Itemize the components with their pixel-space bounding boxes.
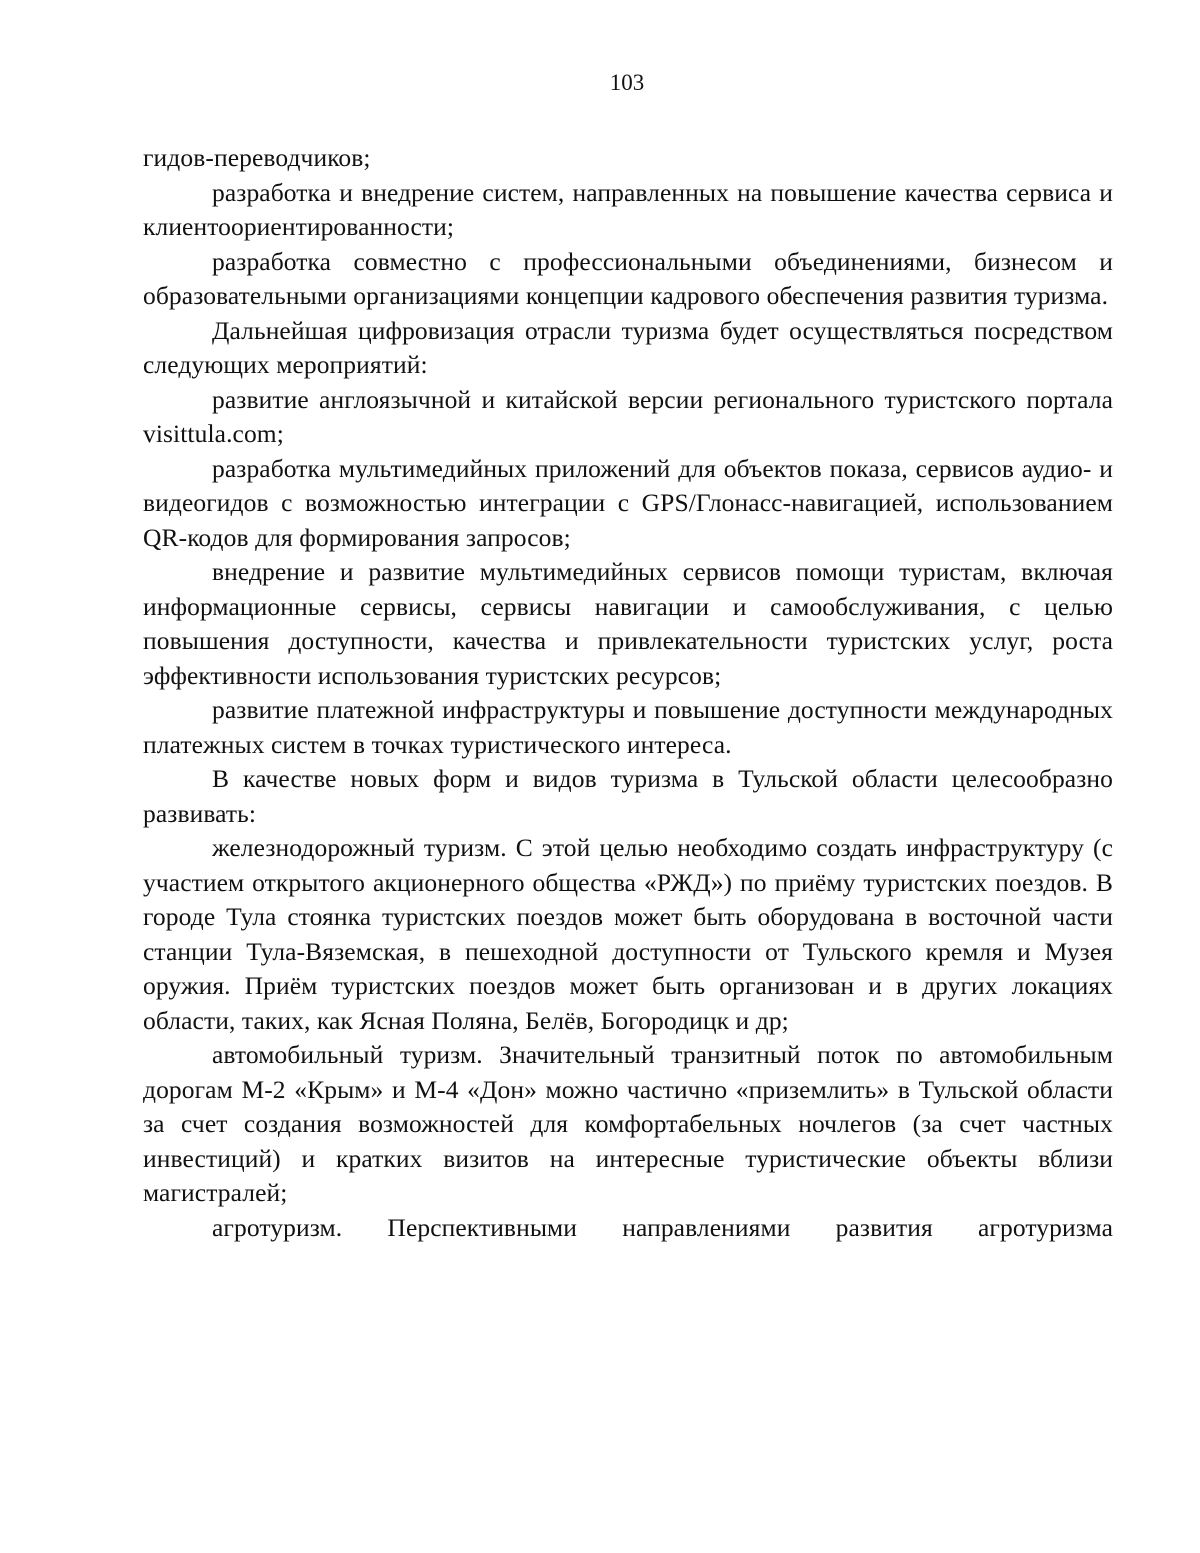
paragraph-staffing-concept: разработка совместно с профессиональными объединениями, бизнесом и образовательными организациями концепции кадрового обеспечения развития туризма. [143,246,1113,310]
paragraph-multimedia-services: внедрение и развитие мультимедийных сервисов помощи туристам, включая информационные сервисы, сервисы навигации и самообслуживания, с целью повышения доступности, качества и привлекательности туристских услуг, роста эффективности использования туристских ресурсов; [143,557,1113,690]
paragraph-portal-versions: развитие англоязычной и китайской версии регионального туристского портала visittula.com; [143,384,1113,448]
paragraph-service-quality: разработка и внедрение систем, направленных на повышение качества сервиса и клиентоориентированности; [143,177,1113,241]
paragraph-multimedia-apps: разработка мультимедийных приложений для объектов показа, сервисов аудио- и видеогидов с возможностью интеграции с GPS/Глонасс-навигацией, использованием QR-кодов для формирования запросов; [143,453,1113,552]
page-number: 103 [609,70,645,95]
paragraph-digitalization-intro: Дальнейшая цифровизация отрасли туризма будет осуществляться посредством следующих мероприятий: [143,315,1113,379]
paragraph-continuation: гидов-переводчиков; [143,143,371,172]
paragraph-payment-infrastructure: развитие платежной инфраструктуры и повышение доступности международных платежных систем в точках туристического интереса. [143,695,1113,759]
paragraph-auto-tourism: автомобильный туризм. Значительный транзитный поток по автомобильным дорогам М-2 «Крым» и М-4 «Дон» можно частично «приземлить» в Тульской области за счет создания возможностей для комфортабельных ночлегов (за счет частных инвестиций) и кратких визитов на интересные туристические объекты вблизи магистралей; [143,1040,1113,1207]
paragraph-railway-tourism: железнодорожный туризм. С этой целью необходимо создать инфраструктуру (с участием открытого акционерного общества «РЖД») по приёму туристских поездов. В городе Тула стоянка туристских поездов может быть оборудована в восточной части станции Тула-Вяземская, в пешеходной доступности от Тульского кремля и Музея оружия. Приём туристских поездов может быть организован и в других локациях области, таких, как Ясная Поляна, Белёв, Богородицк и др; [143,833,1113,1035]
paragraph-agrotourism: агротуризм. Перспективными направлениями развития агротуризма [212,1212,1113,1242]
document-body [143,141,1113,1245]
paragraph-new-tourism-forms: В качестве новых форм и видов туризма в Тульской области целесообразно развивать: [143,764,1113,828]
